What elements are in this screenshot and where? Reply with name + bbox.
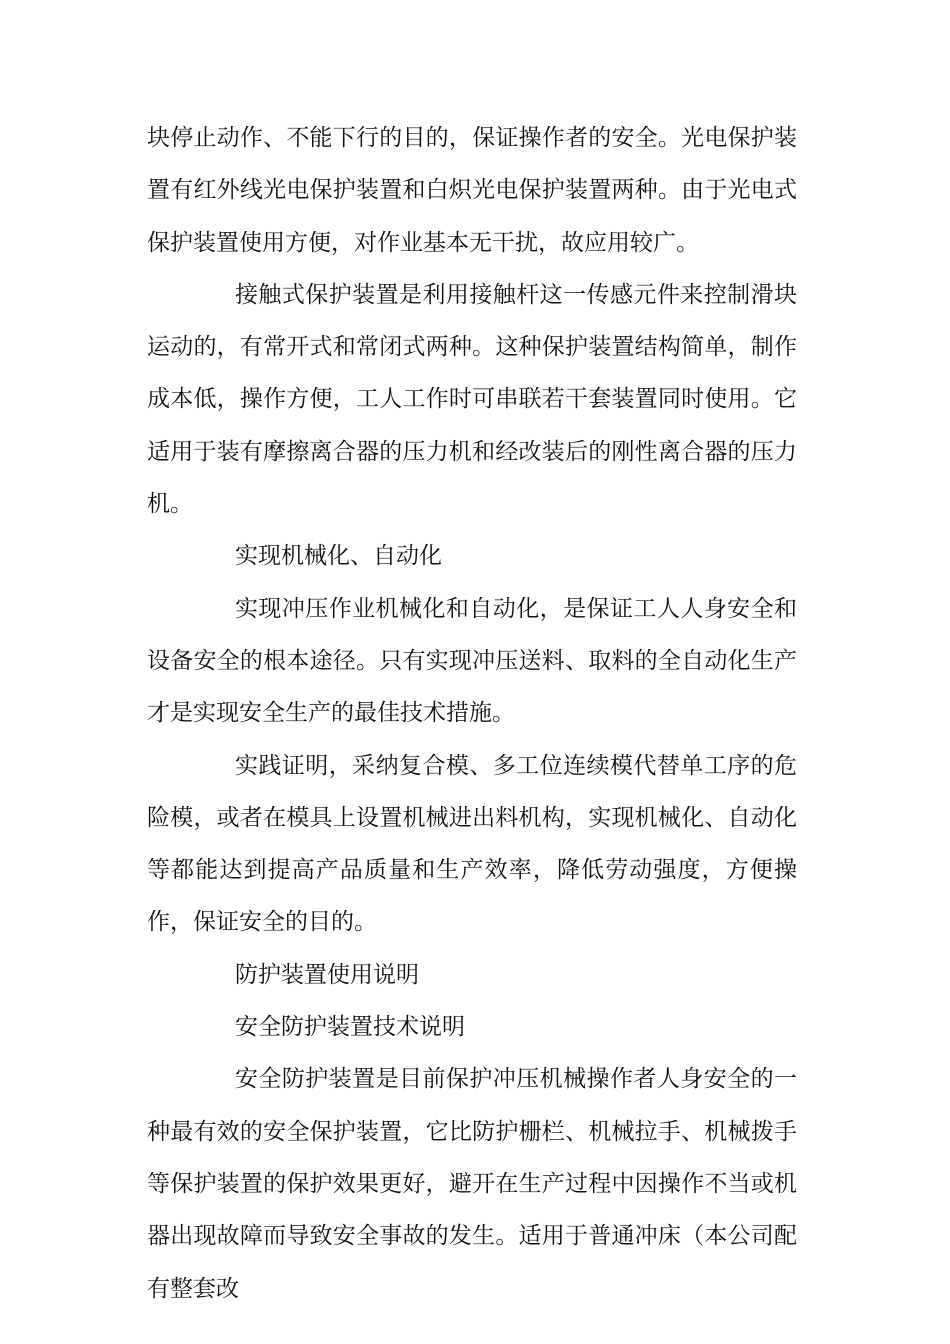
document-body bbox=[147, 112, 797, 1315]
paragraph-mechanization: 实现冲压作业机械化和自动化，是保证工人人身安全和设备安全的根本途径。只有实现冲压送料、取料的全自动化生产才是实现安全生产的最佳技术措施。 bbox=[147, 595, 797, 727]
heading-usage-instructions: 防护装置使用说明 bbox=[235, 961, 419, 988]
heading-mechanization: 实现机械化、自动化 bbox=[235, 543, 442, 570]
paragraph-safety-device: 安全防护装置是目前保护冲压机械操作者人身安全的一种最有效的安全保护装置，它比防护栅栏、机械拉手、机械拨手等保护装置的保护效果更好，避开在生产过程中因操作不当或机器出现故障而导致安全事故的发生。适用于普通冲床（本公司配有整套改 bbox=[147, 1066, 797, 1302]
paragraph-photoelectric-continued: 块停止动作、不能下行的目的，保证操作者的安全。光电保护装置有红外线光电保护装置和白炽光电保护装置两种。由于光电式保护装置使用方便，对作业基本无干扰，故应用较广。 bbox=[147, 125, 797, 256]
heading-technical-description: 安全防护装置技术说明 bbox=[235, 1014, 465, 1041]
paragraph-contact-protection: 接触式保护装置是利用接触杆这一传感元件来控制滑块运动的，有常开式和常闭式两种。这种保护装置结构简单，制作成本低，操作方便，工人工作时可串联若干套装置同时使用。它适用于装有摩擦离合器的压力机和经改装后的刚性离合器的压力机。 bbox=[147, 281, 797, 518]
paragraph-practice-proof: 实践证明，采纳复合模、多工位连续模代替单工序的危险模，或者在模具上设置机械进出料机构，实现机械化、自动化等都能达到提高产品质量和生产效率，降低劳动强度，方便操作，保证安全的目的。 bbox=[147, 752, 797, 936]
